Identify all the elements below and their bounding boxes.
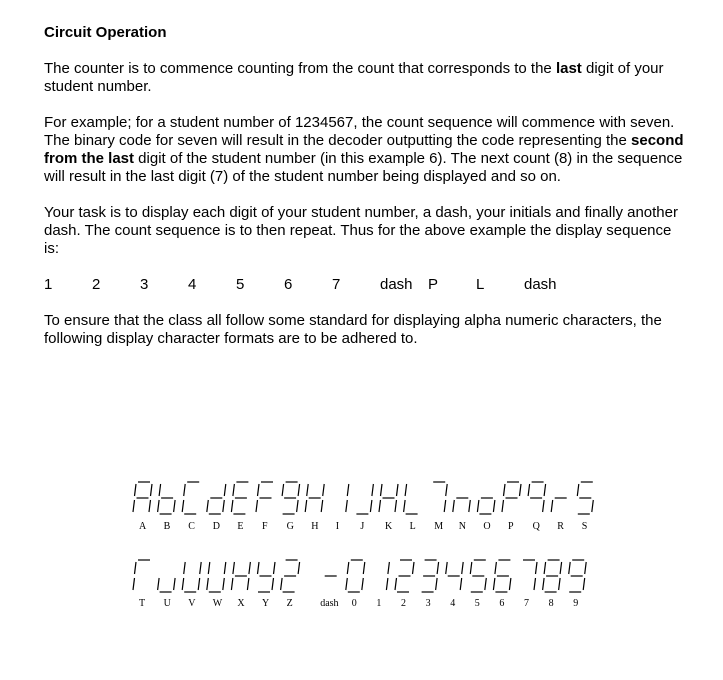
glyph-label: B	[163, 521, 171, 532]
glyph-h	[305, 484, 324, 512]
segment-lower-right	[583, 578, 585, 590]
segment-lower-right	[485, 578, 487, 590]
segment-upper-right	[372, 484, 374, 496]
segment-lower-left	[477, 500, 479, 512]
segment-upper-left	[528, 484, 530, 496]
segment-upper-right	[413, 562, 415, 574]
glyph-0	[346, 560, 365, 592]
glyph-5	[470, 560, 486, 592]
segment-lower-right	[346, 500, 348, 512]
glyph-label: Z	[286, 598, 293, 609]
glyph-a	[133, 482, 152, 512]
segment-upper-right	[560, 562, 562, 574]
glyph-label: X	[237, 598, 245, 609]
glyph-label: E	[237, 521, 244, 532]
segment-upper-left	[381, 484, 383, 496]
segment-lower-right	[149, 500, 151, 512]
glyph-2	[395, 560, 414, 592]
segment-lower-left	[543, 578, 545, 590]
glyph-8	[543, 560, 562, 592]
segment-upper-right	[520, 484, 522, 496]
segment-upper-right	[151, 484, 153, 496]
sequence-item: dash	[380, 276, 413, 293]
para2-text-after: digit of the student number (in this example 6). The next count (8) in the sequence will result in the last digit (7) of the student number being displayed and so on.	[44, 150, 683, 185]
segment-lower-left	[207, 578, 209, 590]
segment-upper-left	[577, 484, 579, 496]
segment-upper-left	[569, 562, 571, 574]
sequence-item: P	[428, 276, 439, 293]
segment-lower-left	[207, 500, 209, 512]
segment-upper-left	[208, 562, 210, 574]
segment-lower-right	[386, 578, 388, 590]
segment-lower-right	[534, 578, 536, 590]
segment-upper-left	[135, 562, 137, 574]
glyph-x	[231, 562, 250, 590]
paragraph-task: Your task is to display each digit of your student number, a dash, your initials and finally another dash. The count sequence is to then repeat. Thus for the above example the display sequence is:	[44, 204, 678, 257]
segment-lower-right	[444, 500, 446, 512]
para1-text-after: digit of your student number.	[44, 60, 664, 95]
glyph-u	[158, 578, 176, 592]
glyph-q	[528, 482, 546, 512]
glyph-label: J	[360, 521, 365, 532]
segment-upper-right	[347, 484, 349, 496]
glyph-label: dash	[320, 598, 339, 609]
segment-upper-left	[544, 562, 546, 574]
glyph-label: I	[335, 521, 340, 532]
segment-lower-left	[182, 500, 184, 512]
glyph-label: C	[188, 521, 195, 532]
segment-upper-left	[495, 562, 497, 574]
sequence-item: 1	[44, 276, 53, 293]
sequence-item: L	[476, 276, 485, 293]
segment-upper-left	[135, 484, 137, 496]
glyph-4	[446, 562, 464, 590]
segment-lower-right	[321, 500, 323, 512]
glyph-label: 0	[351, 598, 357, 609]
segment-lower-left	[395, 578, 397, 590]
segment-upper-right	[200, 562, 202, 574]
glyph-k	[379, 484, 398, 512]
glyph-n	[453, 498, 471, 512]
glyph-1	[386, 562, 389, 590]
glyph-g	[282, 482, 300, 514]
segment-lower-left	[231, 578, 233, 590]
glyph-label: Q	[532, 521, 540, 532]
glyph-m	[433, 482, 447, 512]
segment-lower-right	[592, 500, 594, 512]
segment-lower-right	[370, 500, 372, 512]
segment-upper-right	[437, 562, 439, 574]
glyph-z	[281, 560, 300, 592]
glyph-label: S	[581, 521, 588, 532]
segment-lower-right	[223, 578, 225, 590]
segment-upper-right	[363, 562, 365, 574]
segment-lower-right	[272, 578, 274, 590]
glyph-label: P	[508, 521, 514, 532]
segment-upper-right	[388, 562, 390, 574]
segment-upper-right	[397, 484, 399, 496]
glyph-c	[182, 482, 199, 514]
segment-lower-right	[460, 578, 462, 590]
segment-upper-left	[504, 484, 506, 496]
sequence-item: 6	[284, 276, 293, 293]
segment-lower-left	[379, 500, 381, 512]
glyph-label: K	[385, 521, 393, 532]
paragraph-standard: To ensure that the class all follow some standard for displaying alpha numeric characters, the following display character formats are to be adhered to.	[44, 312, 662, 347]
segment-upper-left	[347, 562, 349, 574]
segment-lower-left	[281, 578, 283, 590]
glyph-9	[569, 560, 587, 592]
segment-upper-left	[307, 484, 309, 496]
segment-lower-left	[158, 500, 160, 512]
segment-upper-right	[224, 562, 226, 574]
glyph-label: 3	[425, 598, 431, 609]
segment-upper-right	[298, 484, 300, 496]
segment-upper-right	[585, 562, 587, 574]
glyph-label: T	[139, 598, 146, 609]
segment-lower-left	[404, 500, 406, 512]
segment-upper-left	[184, 484, 186, 496]
segment-upper-left	[405, 484, 407, 496]
glyph-label: L	[409, 521, 416, 532]
glyph-label: 4	[450, 598, 456, 609]
segment-upper-left	[282, 484, 284, 496]
sequence-item: 7	[332, 276, 341, 293]
glyph-label: V	[188, 598, 196, 609]
segment-lower-left	[133, 578, 135, 590]
para1-text-before: The counter is to commence counting from the count that corresponds to the	[44, 60, 556, 77]
segment-upper-right	[536, 562, 538, 574]
segment-upper-left	[233, 562, 235, 574]
glyph-d	[207, 484, 226, 514]
segment-upper-left	[470, 562, 472, 574]
segment-upper-right	[249, 562, 251, 574]
glyph-label: F	[262, 521, 268, 532]
segment-lower-right	[174, 500, 176, 512]
glyph-p	[502, 482, 521, 512]
sequence-item: 4	[188, 276, 197, 293]
glyph-l	[404, 484, 418, 514]
sequence-item: 2	[92, 276, 101, 293]
segment-lower-left	[158, 578, 160, 590]
glyph-label: U	[163, 598, 171, 609]
glyph-label: W	[212, 598, 223, 609]
glyph-label: A	[139, 521, 147, 532]
glyph-label: 6	[499, 598, 505, 609]
segment-lower-left	[231, 500, 233, 512]
segment-lower-right	[198, 578, 200, 590]
glyph-o	[477, 498, 495, 514]
segment-lower-left	[551, 500, 553, 512]
para2-text-before: For example; for a student number of 1234567, the count sequence will commence with seven. The binary code for seven will result in the decoder outputting the code representing the	[44, 114, 675, 149]
segment-lower-left	[493, 578, 495, 590]
glyph-label: R	[557, 521, 564, 532]
para2-bold-second-from-last: second from the last	[44, 132, 684, 167]
glyph-label: 8	[548, 598, 554, 609]
segment-lower-right	[223, 500, 225, 512]
segment-lower-right	[174, 578, 176, 590]
segment-lower-right	[395, 500, 397, 512]
glyph-j	[356, 484, 373, 514]
segment-lower-left	[453, 500, 455, 512]
segment-lower-left	[256, 500, 258, 512]
segment-lower-left	[133, 500, 135, 512]
glyph-r	[551, 498, 567, 512]
glyph-y	[258, 562, 276, 592]
glyph-f	[256, 482, 273, 512]
segment-lower-right	[297, 500, 299, 512]
glyph-label: Y	[262, 598, 270, 609]
segment-lower-left	[346, 578, 348, 590]
segment-lower-right	[543, 500, 545, 512]
segment-upper-right	[544, 484, 546, 496]
segment-upper-right	[224, 484, 226, 496]
segment-upper-left	[233, 484, 235, 496]
sequence-item: 3	[140, 276, 149, 293]
segment-upper-right	[323, 484, 325, 496]
segment-lower-left	[182, 578, 184, 590]
segment-lower-right	[469, 500, 471, 512]
segment-upper-left	[258, 484, 260, 496]
glyph-label: N	[458, 521, 467, 532]
glyph-label: D	[212, 521, 221, 532]
segment-upper-right	[274, 562, 276, 574]
glyph-t	[133, 560, 150, 590]
glyph-i	[346, 484, 349, 512]
segment-upper-left	[159, 484, 161, 496]
sequence-item: dash	[524, 276, 557, 293]
section-heading: Circuit Operation	[44, 24, 167, 41]
glyph-s	[577, 482, 593, 514]
segment-lower-right	[493, 500, 495, 512]
sequence-item: 5	[236, 276, 245, 293]
glyph-7	[523, 560, 537, 590]
glyph-label: M	[434, 521, 444, 532]
segment-upper-right	[462, 562, 464, 574]
glyph-w	[207, 562, 226, 592]
segment-upper-left	[446, 562, 448, 574]
glyph-label: O	[483, 521, 491, 532]
segment-upper-left	[184, 562, 186, 574]
segment-lower-right	[247, 578, 249, 590]
segment-lower-left	[502, 500, 504, 512]
glyph-v	[182, 562, 201, 592]
glyph-label: 7	[524, 598, 529, 609]
segment-upper-right	[446, 484, 448, 496]
segment-lower-right	[436, 578, 438, 590]
segment-lower-left	[305, 500, 307, 512]
glyph-6	[493, 560, 511, 592]
glyph-label: 2	[401, 598, 406, 609]
glyph-3	[422, 560, 439, 592]
glyph-label: 9	[573, 598, 579, 609]
glyph-label: 1	[376, 598, 382, 609]
segment-lower-right	[559, 578, 561, 590]
glyph-label: G	[286, 521, 294, 532]
glyph-label: 5	[474, 598, 480, 609]
segment-lower-right	[362, 578, 364, 590]
glyph-label: H	[311, 521, 319, 532]
glyph-e	[231, 482, 248, 514]
glyph-b	[158, 484, 176, 514]
segment-upper-right	[298, 562, 300, 574]
para1-bold-last: last	[555, 60, 582, 77]
segment-upper-left	[258, 562, 260, 574]
segment-lower-right	[509, 578, 511, 590]
